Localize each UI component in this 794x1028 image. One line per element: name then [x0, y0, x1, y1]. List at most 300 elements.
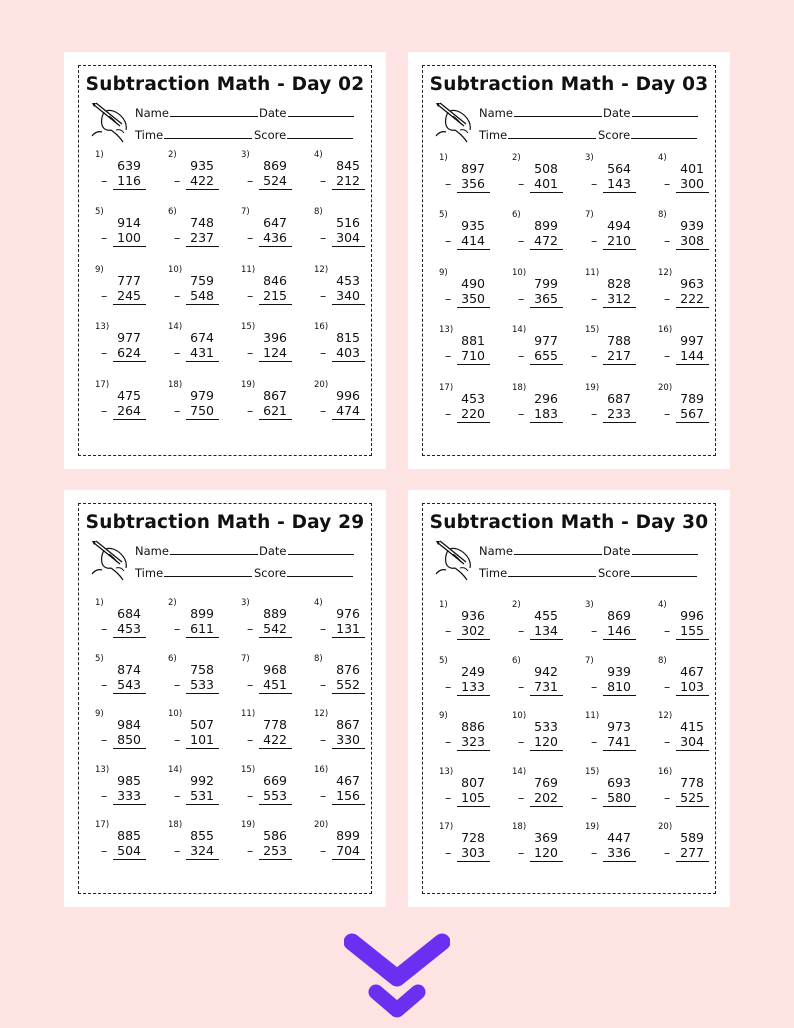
minuend: 507	[190, 717, 214, 732]
problem-number: 6)	[168, 654, 177, 664]
problem-number: 7)	[241, 654, 250, 664]
problem-13	[95, 765, 157, 809]
answer-line	[457, 806, 490, 807]
minus-sign: –	[101, 173, 108, 188]
subtrahend: 524	[263, 173, 287, 188]
minuend: 867	[336, 717, 360, 732]
minus-sign: –	[174, 621, 181, 636]
subtrahend: 120	[534, 734, 558, 749]
subtrahend: 212	[336, 173, 360, 188]
minuend: 728	[461, 830, 485, 845]
minus-sign: –	[320, 843, 327, 858]
subtrahend: 156	[336, 788, 360, 803]
problem-11	[585, 711, 647, 755]
problem-number: 10)	[512, 711, 527, 721]
minus-sign: –	[518, 233, 525, 248]
minus-sign: –	[518, 679, 525, 694]
subtrahend: 553	[263, 788, 287, 803]
name-line	[514, 105, 602, 117]
problem-number: 5)	[439, 210, 448, 220]
subtrahend: 580	[607, 790, 631, 805]
subtrahend: 333	[117, 788, 141, 803]
minuend: 869	[607, 608, 631, 623]
minuend: 415	[680, 719, 704, 734]
problem-number: 18)	[168, 380, 183, 390]
answer-line	[259, 748, 292, 749]
minus-sign: –	[591, 790, 598, 805]
problem-number: 8)	[314, 207, 323, 217]
subtrahend: 103	[680, 679, 704, 694]
minus-sign: –	[518, 734, 525, 749]
date-field[interactable]	[259, 105, 354, 120]
minuend: 490	[461, 276, 485, 291]
subtrahend: 431	[190, 345, 214, 360]
problem-number: 11)	[241, 709, 256, 719]
date-label: Date	[603, 106, 631, 120]
problem-15	[585, 325, 647, 369]
score-label: Score	[598, 566, 631, 580]
name-label: Name	[135, 544, 169, 558]
name-field[interactable]	[479, 105, 602, 120]
minus-sign: –	[101, 230, 108, 245]
answer-line	[113, 419, 146, 420]
subtrahend: 414	[461, 233, 485, 248]
minus-sign: –	[518, 291, 525, 306]
problem-19	[241, 820, 303, 864]
minuend: 984	[117, 717, 141, 732]
minuend: 475	[117, 388, 141, 403]
answer-line	[186, 246, 219, 247]
hand-writing-icon	[90, 538, 130, 582]
problem-number: 1)	[95, 150, 104, 160]
problem-10	[512, 268, 574, 312]
minuend: 586	[263, 828, 287, 843]
answer-line	[332, 804, 365, 805]
problem-5	[439, 656, 501, 700]
subtrahend: 336	[607, 845, 631, 860]
minuend: 977	[117, 330, 141, 345]
problem-14	[168, 765, 230, 809]
answer-line	[259, 804, 292, 805]
problem-number: 14)	[168, 765, 183, 775]
problem-number: 2)	[168, 598, 177, 608]
answer-line	[603, 806, 636, 807]
minuend: 869	[263, 158, 287, 173]
name-field[interactable]	[135, 543, 258, 558]
answer-line	[259, 304, 292, 305]
minuend: 973	[607, 719, 631, 734]
subtrahend: 183	[534, 406, 558, 421]
answer-line	[676, 861, 709, 862]
date-line	[288, 105, 354, 117]
answer-line	[186, 361, 219, 362]
minuend: 942	[534, 664, 558, 679]
problem-17	[439, 383, 501, 427]
problem-8	[658, 656, 720, 700]
minuend: 401	[680, 161, 704, 176]
minuend: 508	[534, 161, 558, 176]
answer-line	[530, 249, 563, 250]
answer-line	[259, 246, 292, 247]
time-label: Time	[135, 128, 164, 142]
minuend: 935	[461, 218, 485, 233]
minus-sign: –	[101, 843, 108, 858]
problem-20	[314, 820, 376, 864]
hand-writing-icon	[90, 100, 130, 144]
problem-number: 15)	[241, 765, 256, 775]
answer-line	[259, 693, 292, 694]
problem-4	[314, 598, 376, 642]
problem-number: 17)	[439, 383, 454, 393]
minuend: 467	[336, 773, 360, 788]
problem-14	[168, 322, 230, 366]
minuend: 845	[336, 158, 360, 173]
subtrahend: 237	[190, 230, 214, 245]
minuend: 799	[534, 276, 558, 291]
problem-number: 3)	[241, 598, 250, 608]
subtrahend: 850	[117, 732, 141, 747]
minus-sign: –	[591, 734, 598, 749]
minuend: 669	[263, 773, 287, 788]
score-field[interactable]	[598, 127, 697, 142]
minus-sign: –	[320, 173, 327, 188]
answer-line	[332, 361, 365, 362]
problem-number: 4)	[314, 150, 323, 160]
score-field[interactable]	[254, 127, 353, 142]
answer-line	[603, 861, 636, 862]
name-line	[514, 543, 602, 555]
subtrahend: 264	[117, 403, 141, 418]
subtrahend: 134	[534, 623, 558, 638]
answer-line	[530, 639, 563, 640]
minuend: 369	[534, 830, 558, 845]
double-chevron-down-icon[interactable]	[344, 930, 450, 1026]
worksheet-4	[408, 490, 730, 907]
score-line	[287, 565, 353, 577]
minuend: 453	[461, 391, 485, 406]
minuend: 769	[534, 775, 558, 790]
date-line	[288, 543, 354, 555]
minuend: 997	[680, 333, 704, 348]
subtrahend: 146	[607, 623, 631, 638]
problem-11	[585, 268, 647, 312]
minuend: 985	[117, 773, 141, 788]
time-field[interactable]	[135, 565, 252, 580]
minus-sign: –	[445, 348, 452, 363]
minus-sign: –	[664, 291, 671, 306]
problem-12	[314, 709, 376, 753]
minus-sign: –	[664, 845, 671, 860]
answer-line	[530, 806, 563, 807]
problem-13	[439, 767, 501, 811]
answer-line	[186, 189, 219, 190]
problem-number: 11)	[585, 268, 600, 278]
name-label: Name	[135, 106, 169, 120]
minus-sign: –	[518, 845, 525, 860]
problem-16	[658, 767, 720, 811]
name-field[interactable]	[479, 543, 602, 558]
minuend: 516	[336, 215, 360, 230]
problem-number: 13)	[95, 322, 110, 332]
problem-number: 13)	[439, 325, 454, 335]
name-label: Name	[479, 544, 513, 558]
score-line	[631, 127, 697, 139]
minuend: 467	[680, 664, 704, 679]
problem-number: 12)	[314, 265, 329, 275]
answer-line	[457, 750, 490, 751]
problem-number: 9)	[439, 268, 448, 278]
minuend: 968	[263, 662, 287, 677]
problem-number: 9)	[439, 711, 448, 721]
answer-line	[332, 189, 365, 190]
score-line	[287, 127, 353, 139]
subtrahend: 323	[461, 734, 485, 749]
date-field[interactable]	[259, 543, 354, 558]
minuend: 447	[607, 830, 631, 845]
minuend: 992	[190, 773, 214, 788]
minus-sign: –	[174, 732, 181, 747]
subtrahend: 100	[117, 230, 141, 245]
minus-sign: –	[591, 291, 598, 306]
answer-line	[676, 639, 709, 640]
answer-line	[676, 307, 709, 308]
problem-number: 5)	[95, 654, 104, 664]
answer-line	[530, 750, 563, 751]
subtrahend: 624	[117, 345, 141, 360]
minuend: 674	[190, 330, 214, 345]
answer-line	[457, 364, 490, 365]
problem-17	[439, 822, 501, 866]
problem-9	[439, 268, 501, 312]
subtrahend: 741	[607, 734, 631, 749]
minus-sign: –	[247, 288, 254, 303]
problem-number: 4)	[658, 153, 667, 163]
problem-11	[241, 265, 303, 309]
subtrahend: 552	[336, 677, 360, 692]
minus-sign: –	[247, 403, 254, 418]
problem-18	[512, 383, 574, 427]
minus-sign: –	[518, 623, 525, 638]
problem-number: 7)	[585, 210, 594, 220]
date-label: Date	[603, 544, 631, 558]
answer-line	[113, 804, 146, 805]
answer-line	[332, 637, 365, 638]
minus-sign: –	[101, 403, 108, 418]
problem-10	[168, 709, 230, 753]
score-label: Score	[254, 128, 287, 142]
problem-17	[95, 820, 157, 864]
problem-10	[168, 265, 230, 309]
problem-6	[168, 654, 230, 698]
minuend: 936	[461, 608, 485, 623]
time-label: Time	[479, 128, 508, 142]
subtrahend: 611	[190, 621, 214, 636]
problem-12	[658, 268, 720, 312]
minus-sign: –	[591, 176, 598, 191]
worksheet-2	[408, 52, 730, 469]
minus-sign: –	[320, 732, 327, 747]
answer-line	[332, 693, 365, 694]
score-label: Score	[254, 566, 287, 580]
problem-number: 19)	[585, 822, 600, 832]
subtrahend: 542	[263, 621, 287, 636]
minus-sign: –	[320, 621, 327, 636]
answer-line	[332, 859, 365, 860]
minuend: 899	[190, 606, 214, 621]
subtrahend: 220	[461, 406, 485, 421]
subtrahend: 710	[461, 348, 485, 363]
problem-number: 1)	[439, 153, 448, 163]
date-field[interactable]	[603, 543, 698, 558]
problem-number: 7)	[241, 207, 250, 217]
minus-sign: –	[247, 732, 254, 747]
worksheet-title: Subtraction Math - Day 02	[85, 74, 365, 95]
problem-number: 14)	[168, 322, 183, 332]
subtrahend: 105	[461, 790, 485, 805]
answer-line	[259, 189, 292, 190]
worksheet-title: Subtraction Math - Day 29	[85, 512, 365, 533]
subtrahend: 504	[117, 843, 141, 858]
problem-5	[439, 210, 501, 254]
minuend: 889	[263, 606, 287, 621]
subtrahend: 365	[534, 291, 558, 306]
subtrahend: 436	[263, 230, 287, 245]
answer-line	[603, 750, 636, 751]
minuend: 935	[190, 158, 214, 173]
problem-number: 4)	[658, 600, 667, 610]
problem-5	[95, 654, 157, 698]
problem-number: 20)	[314, 820, 329, 830]
minus-sign: –	[591, 845, 598, 860]
subtrahend: 474	[336, 403, 360, 418]
score-field[interactable]	[598, 565, 697, 580]
time-line	[164, 565, 252, 577]
minus-sign: –	[320, 403, 327, 418]
minus-sign: –	[320, 345, 327, 360]
problem-20	[658, 383, 720, 427]
minuend: 684	[117, 606, 141, 621]
problem-15	[241, 765, 303, 809]
worksheet-3	[64, 490, 386, 907]
subtrahend: 131	[336, 621, 360, 636]
minuend: 589	[680, 830, 704, 845]
answer-line	[530, 307, 563, 308]
minus-sign: –	[445, 406, 452, 421]
time-field[interactable]	[479, 127, 596, 142]
problem-number: 5)	[95, 207, 104, 217]
minus-sign: –	[664, 734, 671, 749]
problem-number: 12)	[314, 709, 329, 719]
subtrahend: 253	[263, 843, 287, 858]
subtrahend: 245	[117, 288, 141, 303]
problem-8	[658, 210, 720, 254]
minuend: 979	[190, 388, 214, 403]
time-field[interactable]	[479, 565, 596, 580]
subtrahend: 655	[534, 348, 558, 363]
minus-sign: –	[174, 345, 181, 360]
score-field[interactable]	[254, 565, 353, 580]
date-field[interactable]	[603, 105, 698, 120]
problem-number: 10)	[168, 265, 183, 275]
minuend: 815	[336, 330, 360, 345]
subtrahend: 233	[607, 406, 631, 421]
answer-line	[113, 859, 146, 860]
problem-3	[241, 598, 303, 642]
subtrahend: 302	[461, 623, 485, 638]
minus-sign: –	[247, 173, 254, 188]
subtrahend: 116	[117, 173, 141, 188]
answer-line	[259, 859, 292, 860]
answer-line	[457, 422, 490, 423]
answer-line	[676, 249, 709, 250]
answer-line	[603, 695, 636, 696]
minuend: 778	[263, 717, 287, 732]
subtrahend: 548	[190, 288, 214, 303]
problem-3	[241, 150, 303, 194]
answer-line	[113, 637, 146, 638]
problem-number: 17)	[439, 822, 454, 832]
minuend: 855	[190, 828, 214, 843]
time-field[interactable]	[135, 127, 252, 142]
minus-sign: –	[320, 230, 327, 245]
subtrahend: 202	[534, 790, 558, 805]
answer-line	[603, 364, 636, 365]
problem-7	[585, 656, 647, 700]
minuend: 996	[680, 608, 704, 623]
answer-line	[457, 639, 490, 640]
problem-number: 10)	[168, 709, 183, 719]
worksheet-title: Subtraction Math - Day 30	[429, 512, 709, 533]
subtrahend: 303	[461, 845, 485, 860]
minus-sign: –	[591, 233, 598, 248]
minuend: 647	[263, 215, 287, 230]
problem-16	[658, 325, 720, 369]
minus-sign: –	[445, 623, 452, 638]
subtrahend: 101	[190, 732, 214, 747]
name-field[interactable]	[135, 105, 258, 120]
problem-number: 2)	[168, 150, 177, 160]
score-line	[631, 565, 697, 577]
answer-line	[603, 192, 636, 193]
answer-line	[676, 750, 709, 751]
minuend: 876	[336, 662, 360, 677]
problem-6	[512, 210, 574, 254]
problem-3	[585, 600, 647, 644]
subtrahend: 300	[680, 176, 704, 191]
subtrahend: 330	[336, 732, 360, 747]
answer-line	[676, 695, 709, 696]
minus-sign: –	[101, 732, 108, 747]
answer-line	[603, 307, 636, 308]
subtrahend: 401	[534, 176, 558, 191]
minus-sign: –	[518, 406, 525, 421]
time-line	[508, 565, 596, 577]
minuend: 788	[607, 333, 631, 348]
problem-number: 12)	[658, 268, 673, 278]
minuend: 976	[336, 606, 360, 621]
minus-sign: –	[591, 679, 598, 694]
answer-line	[113, 361, 146, 362]
problem-2	[512, 600, 574, 644]
minus-sign: –	[320, 288, 327, 303]
time-line	[164, 127, 252, 139]
subtrahend: 143	[607, 176, 631, 191]
problem-17	[95, 380, 157, 424]
problem-number: 20)	[658, 383, 673, 393]
answer-line	[676, 192, 709, 193]
answer-line	[603, 422, 636, 423]
problem-18	[168, 380, 230, 424]
